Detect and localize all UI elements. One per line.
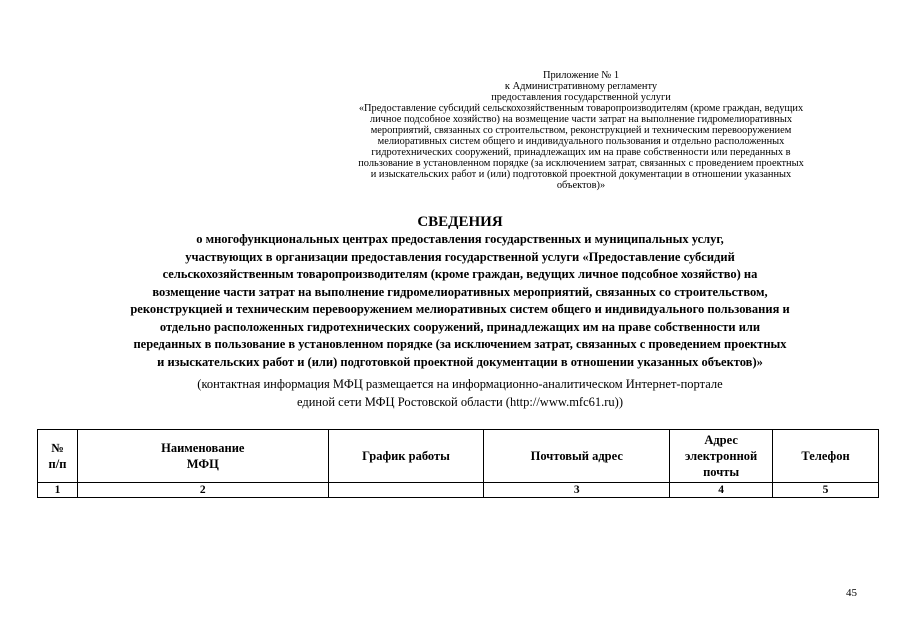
appendix-line: объектов)»	[556, 180, 606, 191]
table-cell: 5	[773, 483, 879, 498]
document-title: СВЕДЕНИЯ	[417, 214, 503, 230]
mfc-table	[37, 429, 879, 498]
appendix-line: Приложение № 1	[542, 70, 620, 81]
table-cell	[328, 483, 484, 498]
header-name-line: Наименование	[161, 441, 245, 455]
header-number	[38, 430, 78, 483]
subtitle-line: отдельно расположенных гидротехнических сооружений, принадлежащих им на праве собственности или	[159, 319, 761, 334]
appendix-line: пользование в установленном порядке (за исключением затрат, связанных с проведением проектных	[358, 158, 804, 169]
appendix-header	[300, 70, 862, 191]
subtitle-line: о многофункциональных центрах предоставления государственных и муниципальных услуг,	[196, 232, 724, 246]
note-line: (контактная информация МФЦ размещается на информационно-аналитическом Интернет-портале	[197, 377, 723, 391]
table-header-row	[38, 430, 879, 483]
contact-note	[30, 375, 890, 411]
subtitle-line: реконструкцией и техническим перевооружением мелиоративных систем общего и индивидуального пользования и	[130, 302, 790, 316]
table-numbering-row	[38, 483, 879, 498]
appendix-line: предоставления государственной услуги	[491, 92, 671, 103]
subtitle-line: возмещение части затрат на выполнение гидромелиоративных мероприятий, связанных со строительством,	[152, 284, 768, 299]
header-number-line: п/п	[48, 457, 67, 471]
table-cell: 3	[484, 483, 670, 498]
appendix-line: мероприятий, связанных со строительством, реконструкцией и техническим перевооружением	[370, 125, 792, 136]
header-mfc-name	[77, 430, 328, 483]
table-cell: 1	[38, 483, 78, 498]
document-subtitle	[30, 231, 890, 371]
header-name-line: МФЦ	[186, 457, 219, 471]
table-cell: 4	[670, 483, 773, 498]
appendix-line: мелиоративных систем общего и индивидуального пользования и отдельно расположенных	[377, 136, 785, 147]
appendix-line: и изыскательских работ и (или) подготовкой проектной документации в отношении указанных	[370, 169, 792, 180]
appendix-line: личное подсобное хозяйство) на возмещение части затрат на выполнение гидромелиоративных	[369, 114, 793, 125]
appendix-line: к Административному регламенту	[504, 81, 658, 92]
note-line: единой сети МФЦ Ростовской области (http://www.mfc61.ru))	[297, 395, 623, 409]
header-postal-address: Почтовый адрес	[484, 430, 670, 483]
page-number: 45	[846, 587, 857, 599]
header-email-line: Адрес	[704, 433, 738, 447]
header-email-line: электронной	[684, 449, 758, 463]
document-title-block	[30, 213, 890, 411]
subtitle-line: сельскохозяйственным товаропроизводителям (кроме граждан, ведущих личное подсобное хозяйство) на	[162, 267, 758, 281]
subtitle-line: и изыскательских работ и (или) подготовкой проектной документации в отношении указанных объектов)»	[157, 354, 763, 369]
subtitle-line: переданных в пользование в установленном порядке (за исключением затрат, связанных с проведением проектных	[133, 337, 787, 351]
subtitle-line: участвующих в организации предоставления государственной услуги «Предоставление субсидий	[185, 249, 735, 264]
appendix-line: гидротехнических сооружений, принадлежащих им на праве собственности или переданных в	[371, 147, 791, 158]
header-email-line: почты	[703, 465, 740, 479]
header-number-line: №	[51, 441, 64, 455]
table-cell: 2	[77, 483, 328, 498]
appendix-line: «Предоставление субсидий сельскохозяйственным товаропроизводителям (кроме граждан, ведущих	[358, 103, 804, 114]
header-email	[670, 430, 773, 483]
header-schedule: График работы	[328, 430, 484, 483]
header-phone: Телефон	[773, 430, 879, 483]
